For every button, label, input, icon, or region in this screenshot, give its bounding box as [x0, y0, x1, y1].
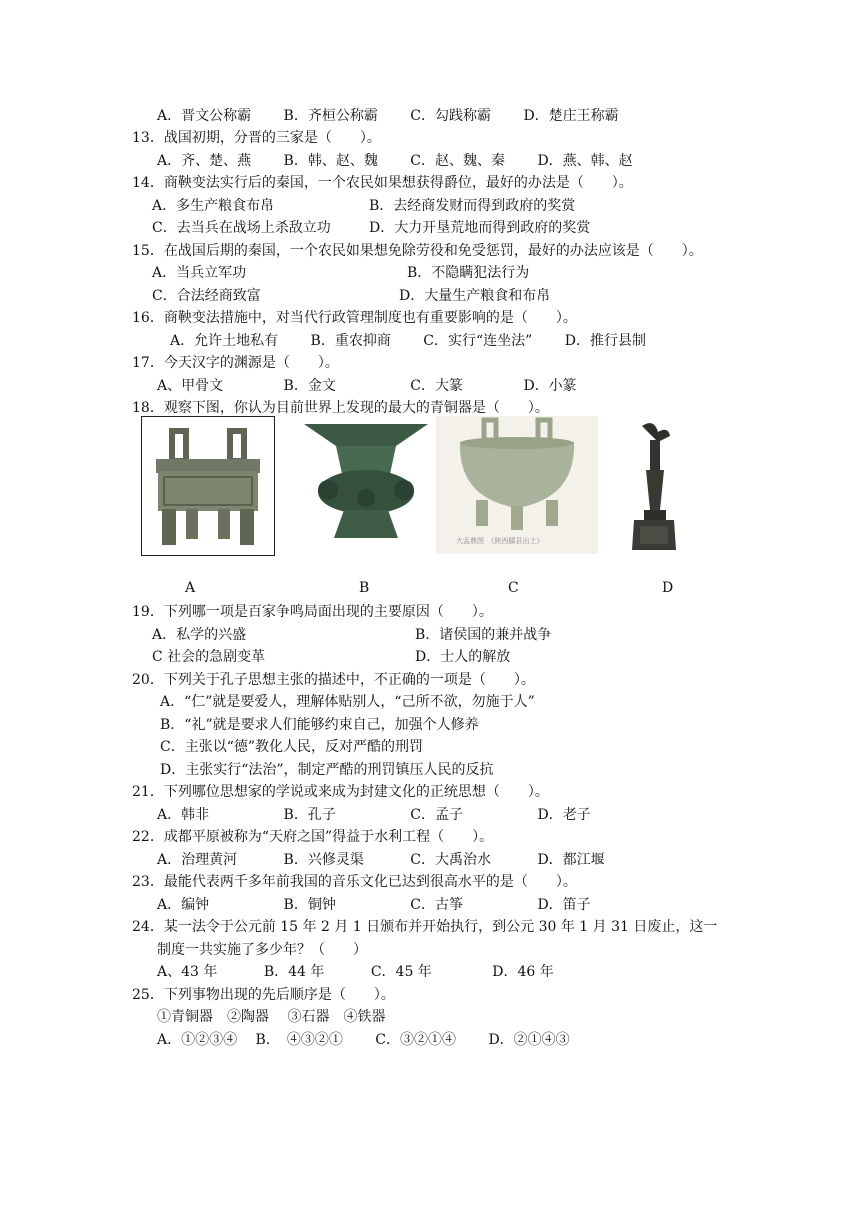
q19-option-a: A．私学的兴盛 — [152, 627, 247, 643]
image-label-d: D — [662, 580, 674, 596]
question-17: 17．今天汉字的渊源是（ ）。 — [132, 355, 339, 371]
bronze-image-b — [300, 418, 432, 542]
q19-option-d: D．士人的解放 — [415, 649, 511, 665]
q24-options: A、43 年 B．44 年 C．45 年 D．46 年 — [157, 964, 554, 980]
q15-option-d: D．大量生产粮食和布帛 — [399, 288, 551, 304]
q21-options: A．韩非 B．孔子 C．孟子 D．老子 — [157, 807, 591, 823]
question-25: 25．下列事物出现的先后顺序是（ ）。 — [132, 987, 395, 1003]
question-20: 20．下列关于孔子思想主张的描述中，不正确的一项是（ ）。 — [132, 672, 535, 688]
q25-options: A．①②③④ B． ④③②① C．③②①④ D．②①④③ — [157, 1032, 570, 1048]
image-c-caption: 大盂鼎图 《陕西郿县出土》 — [456, 537, 544, 545]
question-21: 21．下列哪位思想家的学说或来成为封建文化的正统思想（ ）。 — [132, 784, 549, 800]
image-label-c: C — [508, 580, 519, 596]
q14-option-d: D．大力开垦荒地而得到政府的奖赏 — [369, 220, 591, 236]
q25-items: ①青铜器 ②陶器 ③石器 ④铁器 — [157, 1009, 386, 1025]
q14-option-b: B．去经商发财而得到政府的奖赏 — [369, 198, 576, 214]
q20-option-b: B．“礼”就是要求人们能够约束自己，加强个人修养 — [160, 717, 479, 733]
q15-option-b: B．不隐瞒犯法行为 — [407, 265, 530, 281]
q15-option-c: C．合法经商致富 — [152, 288, 261, 304]
q20-option-d: D．主张实行“法治”，制定严酷的刑罚镇压人民的反抗 — [160, 762, 494, 778]
q16-options: A．允许土地私有 B．重农抑商 C．实行“连坐法” D．推行县制 — [170, 333, 646, 349]
question-23: 23．最能代表两千多年前我国的音乐文化已达到很高水平的是（ ）。 — [132, 874, 577, 890]
question-13: 13．战国初期，分晋的三家是（ ）。 — [132, 130, 381, 146]
q20-option-a: A．“仁”就是要爱人，理解体贴别人，“己所不欲，勿施于人” — [160, 694, 535, 710]
bronze-image-a — [141, 416, 275, 556]
question-24: 24．某一法令于公元前 15 年 2 月 1 日颁布并开始执行，到公元 30 年 1 月 31 日废止，这一 — [132, 919, 718, 935]
q19-option-b: B．诸侯国的兼并战争 — [415, 627, 552, 643]
question-24-cont: 制度一共实施了多少年？（ ） — [157, 942, 367, 958]
q14-option-a: A．多生产粮食布帛 — [152, 198, 275, 214]
q14-option-c: C．去当兵在战场上杀敌立功 — [152, 220, 331, 236]
question-18: 18．观察下图，你认为目前世界上发现的最大的青铜器是（ ）。 — [132, 400, 549, 416]
question-22: 22．成都平原被称为“天府之国”得益于水利工程（ ）。 — [132, 829, 494, 845]
question-15: 15．在战国后期的秦国，一个农民如果想免除劳役和免受惩罚，最好的办法应该是（ ）。 — [132, 243, 703, 259]
q19-option-c: C 社会的急剧变革 — [152, 649, 266, 665]
q20-option-c: C．主张以“德”教化人民，反对严酷的刑罚 — [160, 739, 424, 755]
bronze-image-c — [436, 416, 598, 554]
q13-options: A．齐、楚、燕 B．韩、赵、魏 C．赵、魏、秦 D．燕、韩、赵 — [157, 153, 633, 169]
question-14: 14．商鞅变法实行后的秦国，一个农民如果想获得爵位，最好的办法是（ ）。 — [132, 175, 633, 191]
q17-options: A、甲骨文 B．金文 C．大篆 D．小篆 — [157, 378, 577, 394]
question-19: 19．下列哪一项是百家争鸣局面出现的主要原因（ ）。 — [132, 604, 493, 620]
q22-options: A．治理黄河 B．兴修灵渠 C．大禹治水 D．都江堰 — [157, 852, 605, 868]
image-label-a: A — [185, 580, 196, 596]
question-16: 16．商鞅变法措施中，对当代行政管理制度也有重要影响的是（ ）。 — [132, 310, 577, 326]
q12-options: A．晋文公称霸 B．齐桓公称霸 C．勾践称霸 D．楚庄王称霸 — [157, 108, 619, 124]
q15-option-a: A．当兵立军功 — [152, 265, 247, 281]
q23-options: A．编钟 B．铜钟 C．古筝 D．笛子 — [157, 897, 591, 913]
bronze-image-d — [624, 418, 684, 552]
image-label-b: B — [359, 580, 370, 596]
